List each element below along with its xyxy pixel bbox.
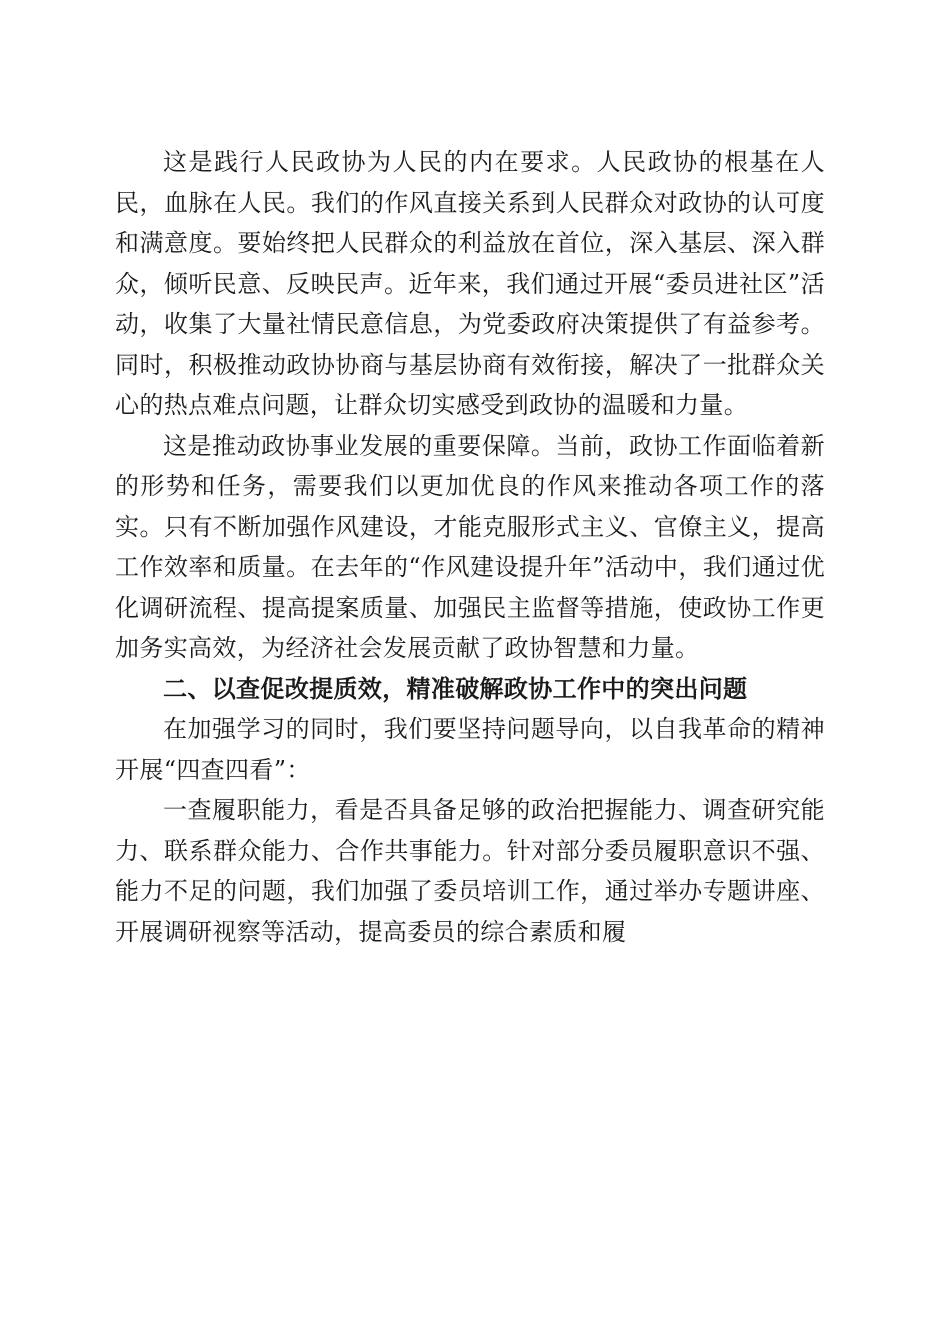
paragraph-four-checks-intro: 在加强学习的同时，我们要坚持问题导向，以自我革命的精神开展“四查四看”：	[115, 715, 825, 784]
paragraph-people-requirement: 这是践行人民政协为人民的内在要求。人民政协的根基在人民，血脉在人民。我们的作风直接关系到人民群众对政协的认可度和满意度。要始终把人民群众的利益放在首位，深入基层、深入群众，倾听民意、反映民声。近年来，我们通过开展“委员进社区”活动，收集了大量社情民意信息，为党委政府决策提供了有益参考。同时，积极推动政协协商与基层协商有效衔接，解决了一批群众关心的热点难点问题，让群众切实感受到政协的温暖和力量。	[115, 148, 825, 419]
paragraph-first-check: 一查履职能力，看是否具备足够的政治把握能力、调查研究能力、联系群众能力、合作共事能力。针对部分委员履职意识不强、能力不足的问题，我们加强了委员培训工作，通过举办专题讲座、开展调研视察等活动，提高委员的综合素质和履	[115, 796, 825, 946]
paragraph-development-guarantee: 这是推动政协事业发展的重要保障。当前，政协工作面临着新的形势和任务，需要我们以更加优良的作风来推动各项工作的落实。只有不断加强作风建设，才能克服形式主义、官僚主义，提高工作效率和质量。在去年的“作风建设提升年”活动中，我们通过优化调研流程、提高提案质量、加强民主监督等措施，使政协工作更加务实高效，为经济社会发展贡献了政协智慧和力量。	[115, 431, 825, 662]
document-page	[115, 142, 825, 952]
section-heading: 二、以查促改提质效，精准破解政协工作中的突出问题	[163, 674, 748, 703]
